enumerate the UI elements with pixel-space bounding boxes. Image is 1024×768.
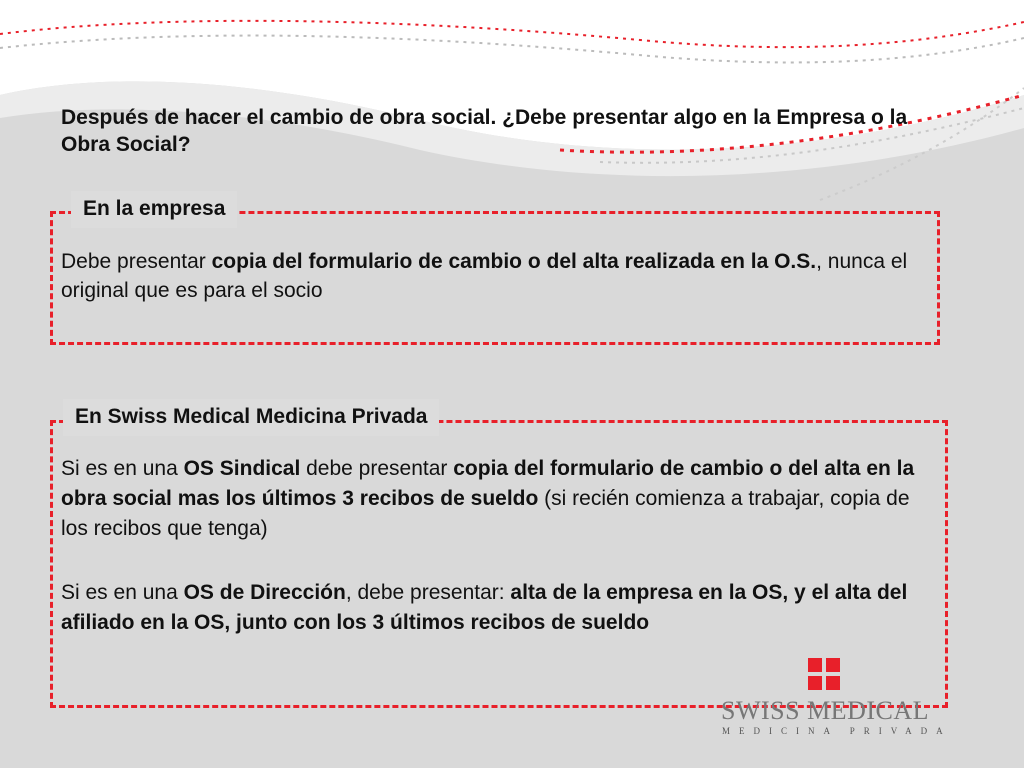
section-label-empresa: En la empresa	[71, 191, 237, 228]
question-heading: Después de hacer el cambio de obra social. ¿Debe presentar algo en la Empresa o la Obra Social?	[61, 106, 908, 156]
swiss-medical-logo	[720, 658, 952, 738]
logo-name: SWISS MEDICAL	[720, 696, 929, 725]
paragraph-os-sindical: Si es en una OS Sindical debe presentar copia del formulario de cambio o del alta en la obra social mas los últimos 3 recibos de sueldo (si recién comienza a trabajar, copia de los recibos que tenga)	[61, 457, 915, 540]
paragraph-os-direccion: Si es en una OS de Dirección, debe presentar: alta de la empresa en la OS, y el alta del afiliado en la OS, junto con los 3 últimos recibos de sueldo	[61, 581, 908, 634]
section-text-empresa: Debe presentar copia del formulario de cambio o del alta realizada en la O.S., nunca el original que es para el socio	[61, 250, 908, 302]
logo-subtitle: MEDICINA PRIVADA	[722, 726, 952, 736]
swiss-cross-icon	[808, 658, 840, 690]
section-label-swiss-medical: En Swiss Medical Medicina Privada	[63, 399, 439, 436]
